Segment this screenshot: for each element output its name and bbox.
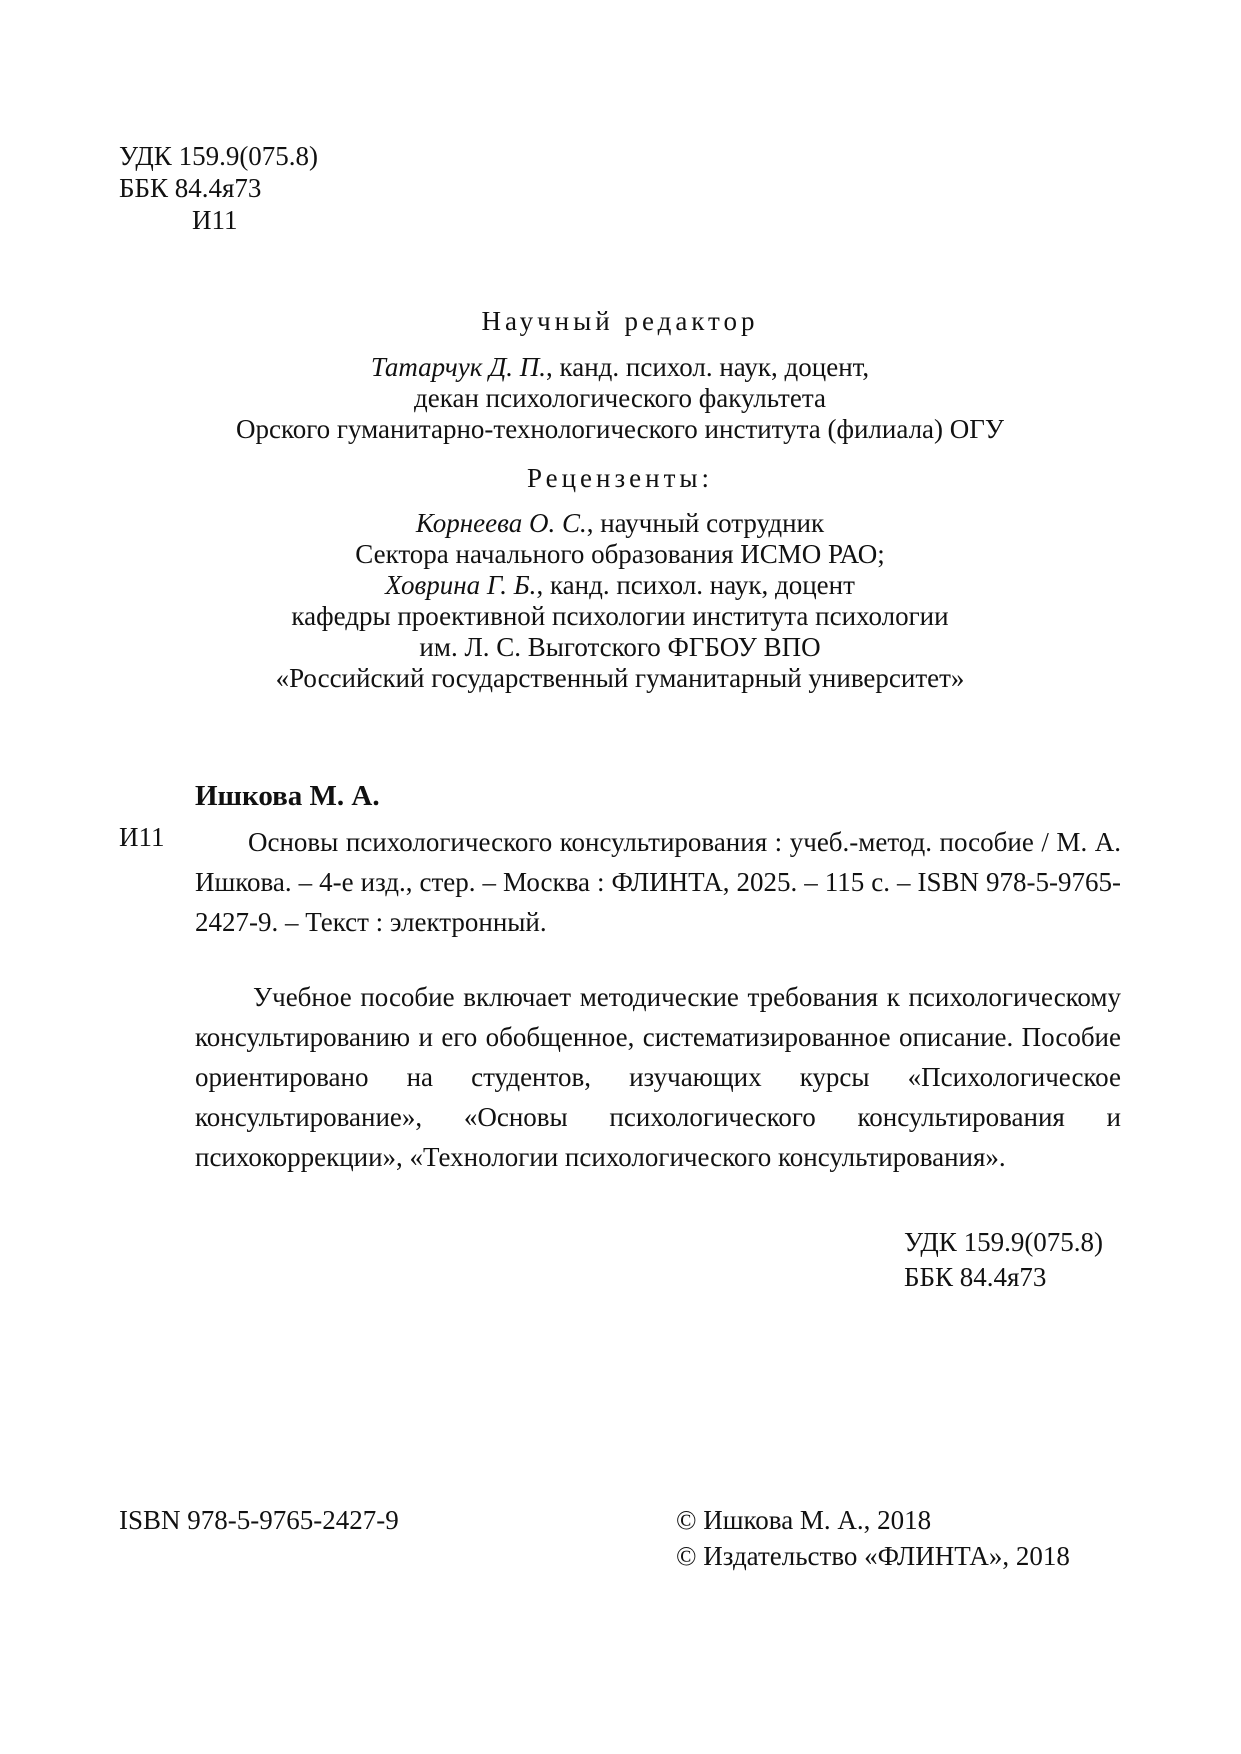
editor-heading: Научный редактор [481,306,759,336]
copyright-block [676,1505,1070,1577]
bibliography-author: Ишкова М. А. [195,780,380,812]
reviewer-1-line-2: Сектора начального образования ИСМО РАО; [355,539,885,569]
reviewer-2-line-3: им. Л. С. Выготского ФГБОУ ВПО [419,632,821,662]
reviewer-1-title: , научный сотрудник [586,508,825,538]
bbk-code: ББК 84.4я73 [119,173,262,203]
editor-line-1 [119,352,1121,383]
bibliography-code: И11 [119,822,165,852]
author-sign-code: И11 [192,205,238,235]
editor-info [119,352,1121,445]
isbn: ISBN 978-5-9765-2427-9 [119,1505,399,1535]
reviewer-1-name: Корнеева О. С. [415,508,587,538]
top-classification-codes [119,141,318,237]
bottom-classification-codes [904,1227,1103,1297]
reviewer-2-line-2: кафедры проективной психологии института психологии [291,601,949,631]
bibliography-text: Основы психологического консультирования : учеб.-метод. пособие / М. А. Ишкова. – 4-е изд., стер. – Москва : ФЛИНТА, 2025. – 115 с. – ISBN 978-5-9765-2427-9. – Текст : электронный. [195,827,1121,937]
reviewer-2-line-4: «Российский государственный гуманитарный университет» [275,663,965,693]
abstract [195,977,1121,1177]
bottom-udk-code: УДК 159.9(075.8) [904,1227,1104,1257]
bibliography-entry [195,822,1121,942]
reviewer-2-title: , канд. психол. наук, доцент [536,570,855,600]
editor-name: Татарчук Д. П. [370,352,546,382]
reviewers-info [119,508,1121,694]
reviewer-1-line-1 [119,508,1121,539]
reviewers-heading: Рецензенты: [526,463,714,493]
abstract-text: Учебное пособие включает методические требования к психологическому консультированию и его обобщенное, систематизированное описание. Пособие ориентировано на студентов, изучающих курсы «Психологическое консультирование», «Основы психологического консультирования и психокоррекции», «Технологии психологического консультирования». [195,982,1121,1172]
reviewer-2-name: Ховрина Г. Б. [385,570,537,600]
reviewer-2-line-1 [119,570,1121,601]
udk-code: УДК 159.9(075.8) [119,141,319,171]
copyright-publisher: © Издательство «ФЛИНТА», 2018 [676,1541,1070,1571]
bottom-bbk-code: ББК 84.4я73 [904,1262,1047,1292]
copyright-author: © Ишкова М. А., 2018 [676,1505,932,1535]
editor-line-2: декан психологического факультета [414,383,826,413]
editor-line-3: Орского гуманитарно-технологического института (филиала) ОГУ [235,414,1004,444]
editor-title: , канд. психол. наук, доцент, [546,352,870,382]
